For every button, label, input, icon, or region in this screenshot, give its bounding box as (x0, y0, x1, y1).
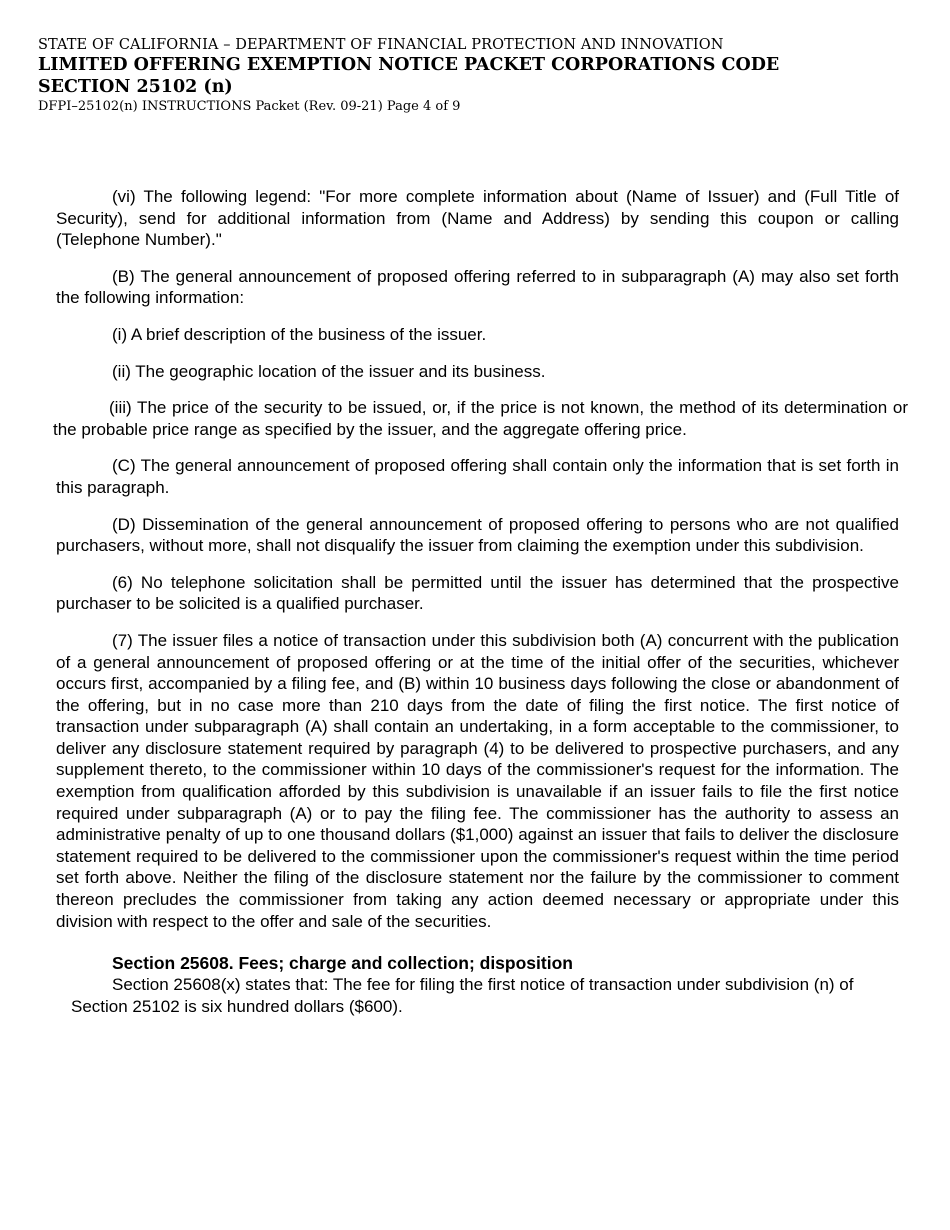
paragraph-7: (7) The issuer files a notice of transaction under this subdivision both (A) concurrent with the publication of a general announcement of proposed offering or at the time of the initial offer of the securities, whichever occurs first, accompanied by a filing fee, and (B) within 10 business days following the close or abandonment of the offering, but in no case more than 210 days from the date of filing the first notice. The first notice of transaction under subparagraph (A) shall contain an undertaking, in a form acceptable to the commissioner, to deliver any disclosure statement required by paragraph (4) to be delivered to prospective purchasers, and any supplement thereto, to the commissioner within 10 days of the commissioner's request for the information. The exemption from qualification afforded by this subdivision is unavailable if an issuer fails to file the first notice required under subparagraph (A) or to pay the filing fee. The commissioner has the authority to assess an administrative penalty of up to one thousand dollars ($1,000) against an issuer that fails to deliver the disclosure statement required to be delivered to the commissioner upon the commissioner's request within the time period set forth above. Neither the filing of the disclosure statement nor the failure by the commissioner to comment thereon precludes the commissioner from taking any action deemed necessary or appropriate under this division with respect to the offer and sale of the securities. (56, 630, 899, 931)
paragraph-b-iii: (iii) The price of the security to be issued, or, if the price is not known, the method of its determination or the probable price range as specified by the issuer, and the aggregate offering price. (53, 398, 908, 439)
paragraph-b-ii: (ii) The geographic location of the issuer and its business. (112, 361, 546, 381)
paragraph-c: (C) The general announcement of proposed offering shall contain only the information that is set forth in this paragraph. (56, 456, 899, 497)
paragraph-legend: (vi) The following legend: "For more complete information about (Name of Issuer) and (Full Title of Security), send for additional information from (Name and Address) by sending this coupon or calling (Telephone Number)." (56, 187, 899, 250)
section-25608-heading: Section 25608. Fees; charge and collection; disposition (112, 953, 573, 974)
paragraph-d: (D) Dissemination of the general announcement of proposed offering to persons who are not qualified purchasers, without more, shall not disqualify the issuer from claiming the exemption under this subdivision. (56, 514, 899, 556)
paragraph-b-i: (i) A brief description of the business of the issuer. (112, 324, 487, 344)
agency-line: STATE OF CALIFORNIA – DEPARTMENT OF FINANCIAL PROTECTION AND INNOVATION (38, 37, 724, 53)
document-body (53, 186, 908, 1017)
paragraph-6: (6) No telephone solicitation shall be permitted until the issuer has determined that the prospective purchaser to be solicited is a qualified purchaser. (56, 572, 899, 614)
packet-title: LIMITED OFFERING EXEMPTION NOTICE PACKET CORPORATIONS CODE (38, 55, 780, 75)
document-header (38, 36, 779, 115)
packet-section-title: SECTION 25102 (n) (38, 77, 233, 97)
form-page-info: DFPI–25102(n) INSTRUCTIONS Packet (Rev. 09-21) Page 4 of 9 (38, 99, 461, 114)
paragraph-b: (B) The general announcement of proposed offering referred to in subparagraph (A) may also set forth the following information: (56, 266, 899, 308)
section-25608-body: Section 25608(x) states that: The fee for filing the first notice of transaction under subdivision (n) of Section 25102 is six hundred dollars ($600). (71, 975, 854, 1016)
